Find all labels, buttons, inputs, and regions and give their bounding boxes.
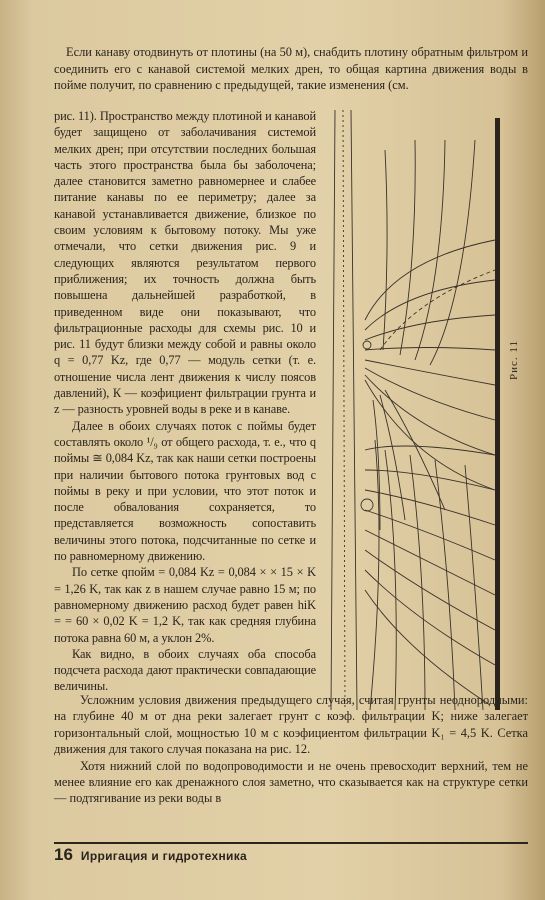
upper-flow-net xyxy=(365,140,495,530)
page-number: 16 xyxy=(54,845,73,864)
left-column-text xyxy=(54,108,316,695)
figure-caption: Рис. 11 xyxy=(508,340,520,380)
flow-net-figure xyxy=(325,110,535,710)
footer-rule xyxy=(54,842,528,844)
column-paragraph-4: Как видно, в обоих случаях оба способа подсчета расхода дают практически совпадающие величины. xyxy=(54,646,316,694)
page-footer xyxy=(54,845,247,865)
full-width-text xyxy=(54,692,528,807)
lower-flow-net xyxy=(365,440,495,710)
full-paragraph-2: Хотя нижний слой по водопроводимости и не очень превосходит верхний, тем не менее влияние его как дренажного слоя заметно, что сказывается как на структуре сетки — подтягивание из реки воды в xyxy=(54,758,528,806)
column-paragraph-2: Далее в обоих случаях поток с поймы будет составлять около ¹/₉ от общего расхода, т. е., что q поймы ≅ 0,084 Kz, так как наши сетки построены при наличии бытового потока грунтовых вод с поймы в реку и при условии, что этот поток и после обвалования сохраняется, то представляется возможность сопоставить величины этого потока, подсчитанные по сетке и по равномерному движению. xyxy=(54,418,316,564)
intro-paragraph xyxy=(54,44,528,94)
dam-wall xyxy=(495,118,500,710)
journal-title: Ирригация и гидротехника xyxy=(80,849,247,863)
full-paragraph-1: Усложним условия движения предыдущего случая, считая грунты неоднородными: на глубине 40 м от дна реки залегает грунт с коэф. фильтрации K; ниже залегает горизонтальный слой, мощностью 10 м с коэфициентом фильтрации K₁ = 4,5 K. Сетка движения для такого случая показана на рис. 12. xyxy=(54,693,528,757)
column-paragraph-1: рис. 11). Пространство между плотиной и канавой будет защищено от заболачивания системой мелких дрен; при отсутствии последних большая часть этого пространства была бы заболочена; далее становится заметно равномернее и слабее питание канавы по ее периметру; далее за канавой устанавливается движение, близкое по своим условиям к бытовому потоку. Мы уже отмечали, что сетки движения рис. 9 и следующих являются результатом первого приближения; их точность должна быть повышена дальнейшей разработкой, в приведенном виде они показывают, что фильтрационные расходы для схемы рис. 10 и рис. 11 будут близки между собой и равны около q = 0,77 Kz, где 0,77 — модуль сетки (т. е. отношение числа лент движения к числу поясов давлений), К — коэфициент фильтрации грунта и z — разность уровней воды в реке и в канаве. xyxy=(54,109,316,417)
column-paragraph-3: По сетке qпойм = 0,084 Kz = 0,084 × × 15 × K = 1,26 K, так как z в нашем случае равно 15 м; по равномерному движению расход будет равен hiK = = 60 × 0,02 K = 1,2 K, так как средняя глубина потока равна 60 м, а уклон 2%. xyxy=(54,565,316,645)
river-bank-line xyxy=(331,110,335,710)
intro-text: Если канаву отодвинуть от плотины (на 50 м), снабдить плотину обратным фильтром и соединить его с канавой системой мелких дрен, то общая картина движения воды в пойме получит, по сравнению с предыдущей, такие изменения (см. xyxy=(54,45,528,92)
